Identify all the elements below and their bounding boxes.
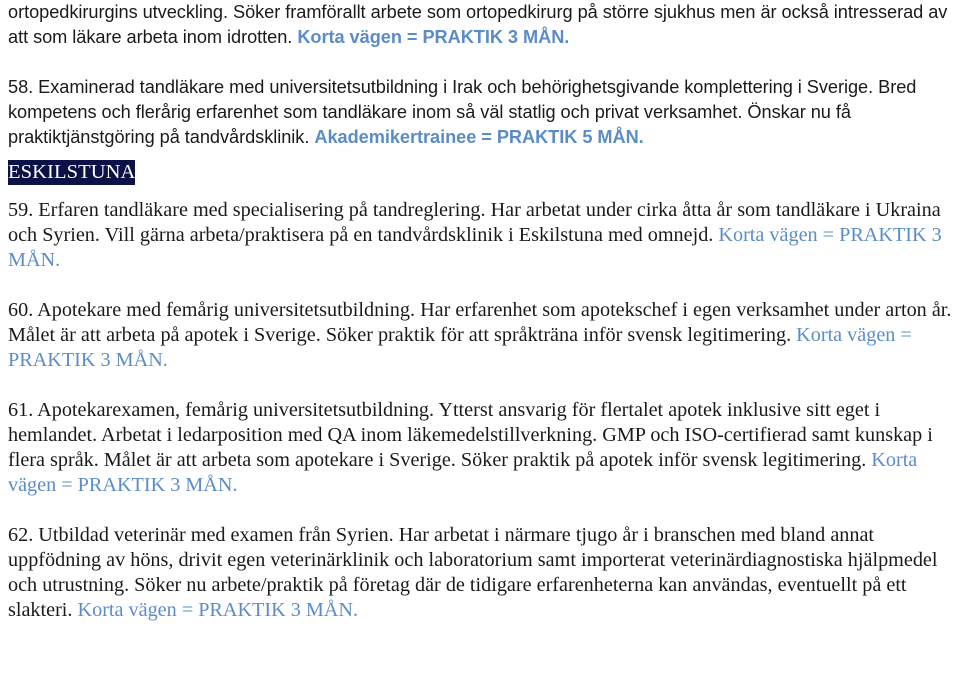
entry-59-link[interactable]: Korta vägen = PRAKTIK 3 MÅN. xyxy=(8,224,942,271)
entry-61 xyxy=(8,398,956,498)
entry-61-link[interactable]: Korta vägen = PRAKTIK 3 MÅN. xyxy=(8,449,918,496)
entry-62-text: 62. Utbildad veterinär med examen från Syrien. Har arbetat i närmare tjugo år i branschen med bland annat uppfödning av höns, drivit egen veterinärklinik och laboratorium samt importerat veterinärdiagnostiska hjälpmedel och utrustning. Söker nu arbete/praktik på företag där de tidigare erfarenheterna kan användas, eventuellt på ett slakteri. xyxy=(8,524,938,621)
spacer xyxy=(8,373,956,398)
entry-60-link[interactable]: Korta vägen = PRAKTIK 3 MÅN. xyxy=(8,324,912,371)
entry-62-link[interactable]: Korta vägen = PRAKTIK 3 MÅN. xyxy=(77,599,359,621)
entry-59-text: 59. Erfaren tandläkare med specialisering på tandreglering. Har arbetat under cirka åtta år som tandläkare i Ukraina och Syrien. Vill gärna arbeta/praktisera på en tandvårdsklinik i Eskilstuna med omnejd. xyxy=(8,199,941,246)
spacer xyxy=(8,188,956,198)
entry-59 xyxy=(8,198,956,273)
entry-62 xyxy=(8,523,956,623)
entry-57-link[interactable]: Korta vägen = PRAKTIK 3 MÅN. xyxy=(297,27,570,47)
section-heading: ESKILSTUNA xyxy=(8,161,136,183)
entry-57-text: ortopedkirurgins utveckling. Söker framförallt arbete som ortopedkirurg på större sjukhus men är också intresserad av att som läkare arbeta inom idrotten. xyxy=(8,2,948,47)
spacer xyxy=(8,498,956,523)
document-page xyxy=(8,0,956,623)
entry-58-link[interactable]: Akademikertrainee = PRAKTIK 5 MÅN. xyxy=(314,127,644,147)
entry-61-text: 61. Apotekarexamen, femårig universitetsutbildning. Ytterst ansvarig för flertalet apotek inklusive sitt eget i hemlandet. Arbetat i ledarposition med QA inom läkemedelstillverkning. GMP och ISO-certifierad samt kunskap i flera språk. Målet är att arbeta som apotekare i Sverige. Söker praktik på apotek inför svensk legitimering. xyxy=(8,399,933,471)
spacer xyxy=(8,50,956,75)
section-heading-wrap xyxy=(8,160,956,188)
entry-60-text: 60. Apotekare med femårig universitetsutbildning. Har erfarenhet som apotekschef i egen verksamhet under arton år. Målet är att arbeta på apotek i Sverige. Söker praktik för att språkträna inför svensk legitimering. xyxy=(8,299,952,346)
entry-58-text: 58. Examinerad tandläkare med universitetsutbildning i Irak och behörighetsgivande komplettering i Sverige. Bred kompetens och flerårig erfarenhet som tandläkare inom så väl statlig och privat verksamhet. Önskar nu få praktiktjänstgöring på tandvårdsklinik. xyxy=(8,77,917,147)
entry-60 xyxy=(8,298,956,373)
spacer xyxy=(8,150,956,160)
spacer xyxy=(8,273,956,298)
entry-57-tail xyxy=(8,0,956,50)
entry-58 xyxy=(8,75,956,150)
